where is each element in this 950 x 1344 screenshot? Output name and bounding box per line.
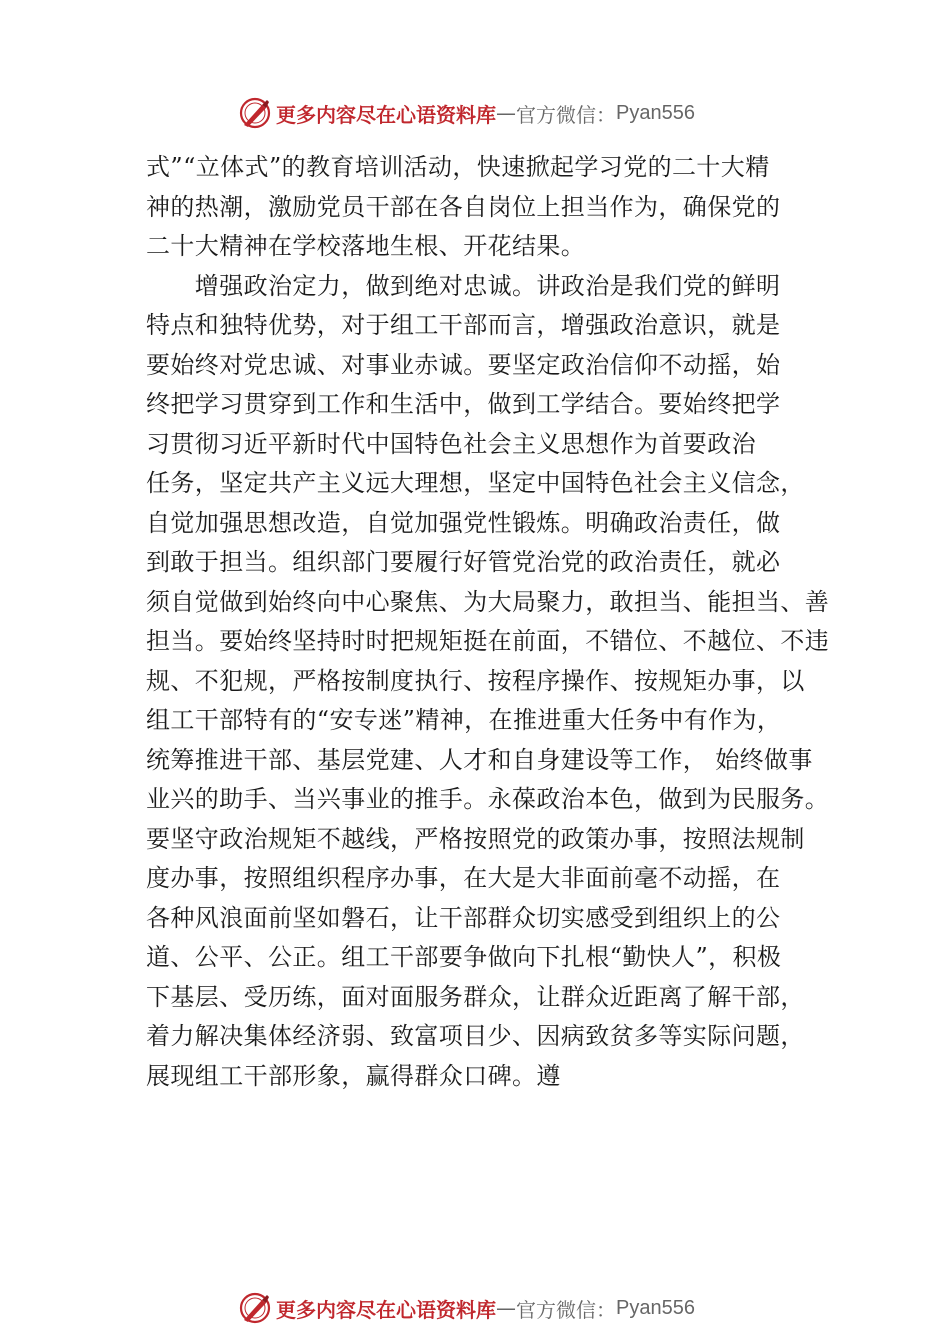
- text-line: 习贯彻习近平新时代中国特色社会主义思想作为首要政治: [146, 429, 756, 458]
- page-header-banner: [238, 96, 695, 130]
- text-line: 担当。要始终坚持时时把规矩挺在前面，不错位、不越位、不违: [146, 627, 830, 655]
- header-banner-dash: —: [496, 101, 516, 125]
- text-line: 二十大精神在学校落地生根、开花结果。: [146, 232, 586, 260]
- text-line: 终把学习贯穿到工作和生活中，做到工学结合。要始终把学: [146, 390, 781, 418]
- text-line: 各种风浪面前坚如磐石，让干部群众切实感受到组织上的公: [146, 903, 781, 932]
- text-line: 要始终对党忠诚、对事业赤诚。要坚定政治信仰不动摇，始: [146, 350, 781, 379]
- header-banner-wechat-label: 官方微信：: [516, 102, 616, 127]
- footer-banner-wechat-id: Pyan556: [616, 1296, 695, 1319]
- text-line: 式”“立体式”的教育培训活动，快速掀起学习党的二十大精: [146, 153, 770, 181]
- text-line: 须自觉做到始终向中心聚焦、为大局聚力，敢担当、能担当、善: [146, 587, 830, 616]
- text-line: 统筹推进干部、基层党建、人才和自身建设等工作， 始终做事: [146, 745, 813, 774]
- pen-nib-logo-icon: [238, 96, 272, 130]
- text-line: 增强政治定力，做到绝对忠诚。讲政治是我们党的鲜明: [146, 271, 781, 300]
- header-banner-title: 更多内容尽在心语资料库: [276, 102, 496, 127]
- text-line: 规、不犯规，严格按制度执行、按程序操作、按规矩办事，以: [146, 666, 805, 695]
- footer-banner-wechat-label: 官方微信：: [516, 1297, 616, 1322]
- text-line: 组工干部特有的“安专迷”精神，在推进重大任务中有作为，: [146, 706, 782, 734]
- page-footer-banner: [238, 1291, 695, 1325]
- text-line: 自觉加强思想改造，自觉加强党性锻炼。明确政治责任，做: [146, 508, 781, 537]
- text-line: 下基层、受历练，面对面服务群众，让群众近距离了解干部，: [146, 982, 805, 1011]
- text-line: 业兴的助手、当兴事业的推手。永葆政治本色，做到为民服务。: [146, 785, 830, 813]
- text-line: 度办事，按照组织程序办事，在大是大非面前毫不动摇，在: [146, 864, 781, 892]
- footer-banner-dash: —: [496, 1296, 516, 1320]
- text-line: 着力解决集体经济弱、致富项目少、因病致贫多等实际问题，: [146, 1022, 805, 1050]
- header-banner-wechat-id: Pyan556: [616, 101, 695, 124]
- text-line: 任务，坚定共产主义远大理想，坚定中国特色社会主义信念，: [146, 469, 805, 497]
- footer-banner-title: 更多内容尽在心语资料库: [276, 1297, 496, 1322]
- text-line: 展现组工干部形象，赢得群众口碑。遵: [146, 1061, 561, 1090]
- text-line: 要坚守政治规矩不越线，严格按照党的政策办事，按照法规制: [146, 824, 805, 853]
- text-line: 特点和独特优势，对于组工干部而言，增强政治意识，就是: [146, 311, 781, 339]
- pen-nib-logo-icon: [238, 1291, 272, 1325]
- text-line: 神的热潮，激励党员干部在各自岗位上担当作为，确保党的: [146, 192, 781, 221]
- text-line: 道、公平、公正。组工干部要争做向下扎根“勤快人”，积极: [146, 943, 782, 971]
- text-line: 到敢于担当。组织部门要履行好管党治党的政治责任，就必: [146, 548, 781, 576]
- document-body: [146, 148, 830, 1096]
